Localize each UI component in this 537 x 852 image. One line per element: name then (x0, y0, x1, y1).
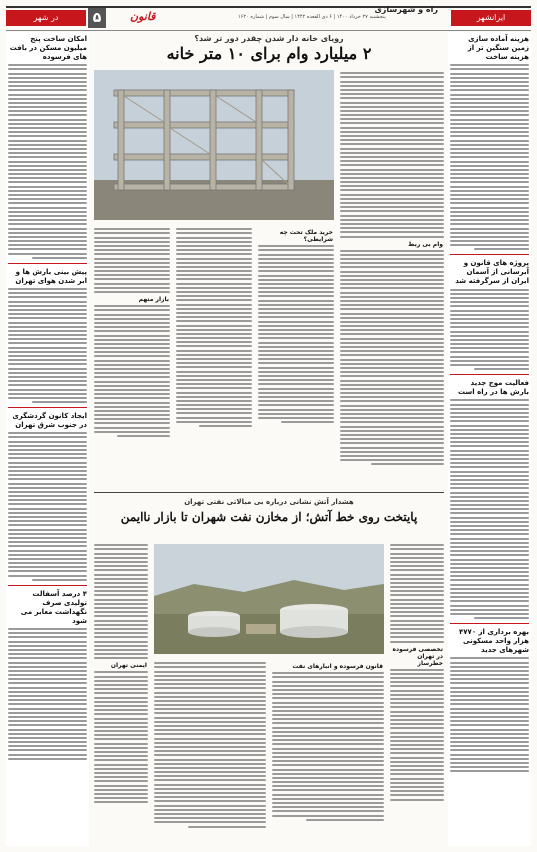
oil-tanks-photo (154, 544, 384, 654)
story-text-column (390, 542, 444, 803)
left-column-headline-4: ۴ درصد آسفالت تولیدی صرف نگهداشت معابر می شود (20, 589, 87, 625)
right-news-column (448, 32, 531, 846)
article-text (8, 628, 87, 760)
right-column-headline-1: هزینه آماده سازی زمین سنگین تر از هزینه ساخت (467, 35, 529, 61)
story-subhead: ایمنی تهران (110, 662, 147, 670)
date-line: پنجشنبه ۲۷ خرداد ۱۴۰۰ | ۶ ذی القعده ۱۴۴۲ | سال سوم | شماره ۱۶۲۰ (238, 14, 386, 20)
story-headline: ۲ میلیارد وام برای ۱۰ متر خانه (166, 44, 372, 63)
article-text (450, 64, 529, 250)
article-text (8, 288, 87, 403)
construction-photo (94, 70, 334, 220)
story-text-column (154, 660, 266, 830)
section-tag-left: در شهر (6, 10, 86, 26)
column-divider (8, 585, 87, 586)
column-divider (450, 623, 529, 624)
article-text (450, 289, 529, 371)
article-text (450, 657, 529, 772)
story-text-column (272, 660, 384, 823)
page-number: ۵ (88, 8, 106, 28)
story-text-column (176, 226, 252, 429)
section-name: راه و شهرسازی (374, 5, 438, 14)
right-column-headline-4: بهره برداری از ۴۷۷۰ هزار واحد مسکونی شهرهای جدید (459, 628, 529, 655)
story-kicker: رویای خانه دار شدن چقدر دور تر شد؟ (194, 34, 344, 43)
story-text-column (258, 226, 334, 425)
left-column-headline-3: ایجاد کانون گردشگری در جنوب شرق تهران (12, 412, 87, 430)
column-divider (8, 263, 87, 264)
right-column-headline-3: فعالیت موج جدید بارش ها در راه است (457, 379, 529, 397)
column-divider (450, 374, 529, 375)
article-text (450, 399, 529, 619)
story-subhead: تخصصی فرسوده در تهران خطرساز (392, 645, 443, 667)
left-column-headline-1: امکان ساخت پنج میلیون مسکن در بافت های فرسوده (9, 35, 87, 61)
article-text (8, 64, 87, 259)
right-column-headline-2: پروژه های قانون و آبرسانی از آسمان ایران از سرگرفته شد (455, 259, 529, 286)
story-subhead: خرید ملک تحت چه شرایطی؟ (279, 229, 333, 243)
article-text (8, 432, 87, 581)
page-header (6, 6, 531, 31)
story-subhead: وام بی ربط (408, 240, 443, 248)
left-column-headline-2: پیش بینی بارش ها و ابر شدن هوای تهران (15, 267, 87, 285)
left-news-column (6, 32, 89, 846)
second-story-kicker: هشدار آتش نشانی درباره بی مبالاتی نفتی تهران (184, 498, 354, 506)
column-divider (8, 407, 87, 408)
newspaper-logo: قانون (130, 10, 156, 23)
story-divider (94, 492, 444, 493)
second-story-headline: پایتخت روی خط آتش؛ از مخازن نفت شهران تا بازار ناایمن (120, 510, 418, 524)
story-text-column (94, 542, 148, 805)
story-text-column (340, 70, 444, 467)
section-tag-right: ایرانشهر (451, 10, 531, 26)
story-text-column (94, 226, 170, 439)
story-subhead: بازار متهم (138, 296, 169, 303)
story-subhead: قانون فرسوده و انبارهای نفت (292, 663, 383, 670)
column-divider (450, 254, 529, 255)
